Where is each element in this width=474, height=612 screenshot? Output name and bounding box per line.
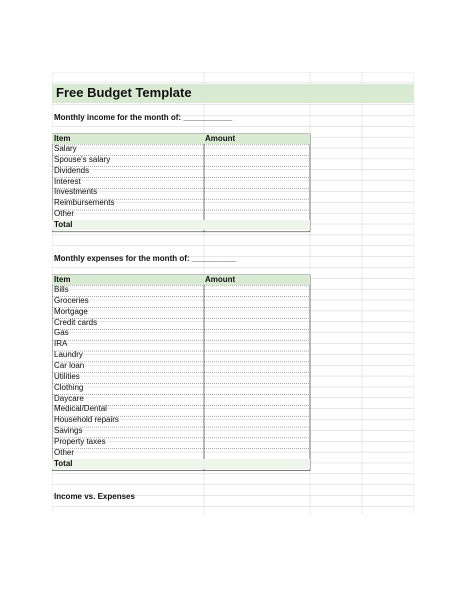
expense-item: Other — [54, 447, 75, 457]
expense-item: Gas — [54, 328, 69, 338]
income-item: Reimbursements — [54, 198, 115, 208]
budget-sheet — [52, 72, 414, 514]
income-total-row — [52, 220, 310, 230]
income-heading: Monthly income for the month of: ___________ — [54, 113, 233, 122]
expense-item: Household repairs — [54, 415, 119, 425]
expenses-total-label: Total — [54, 459, 73, 468]
expense-item: Utilities — [54, 371, 80, 381]
summary-label: Income vs. Expenses — [54, 492, 135, 501]
expense-item: Car loan — [54, 361, 85, 371]
income-col-amount: Amount — [205, 134, 236, 143]
income-item: Spouse's salary — [54, 154, 111, 164]
expense-item: Property taxes — [54, 437, 106, 447]
expense-item: Credit cards — [54, 317, 98, 327]
expense-item: Bills — [54, 285, 69, 294]
expense-item: Daycare — [54, 393, 84, 403]
expense-item: Laundry — [54, 350, 83, 360]
income-item: Other — [54, 209, 75, 219]
expense-item: IRA — [54, 339, 68, 349]
page-title: Free Budget Template — [56, 85, 192, 100]
expenses-col-item: Item — [54, 275, 71, 284]
income-item: Dividends — [54, 165, 90, 175]
expense-item: Savings — [54, 426, 83, 436]
expenses-heading: Monthly expenses for the month of: __________ — [54, 254, 237, 263]
income-item: Investments — [54, 187, 98, 197]
income-total-label: Total — [54, 220, 73, 229]
expenses-total-row — [52, 459, 310, 469]
expenses-header-row — [52, 275, 310, 285]
expenses-col-amount: Amount — [205, 275, 236, 284]
expense-item: Medical/Dental — [54, 404, 107, 414]
income-col-item: Item — [54, 134, 71, 143]
expense-item: Groceries — [54, 295, 89, 305]
income-item: Salary — [54, 144, 77, 153]
income-header-row — [52, 134, 310, 144]
expense-item: Clothing — [54, 382, 84, 392]
income-item: Interest — [54, 176, 81, 186]
expense-item: Mortgage — [54, 306, 88, 316]
